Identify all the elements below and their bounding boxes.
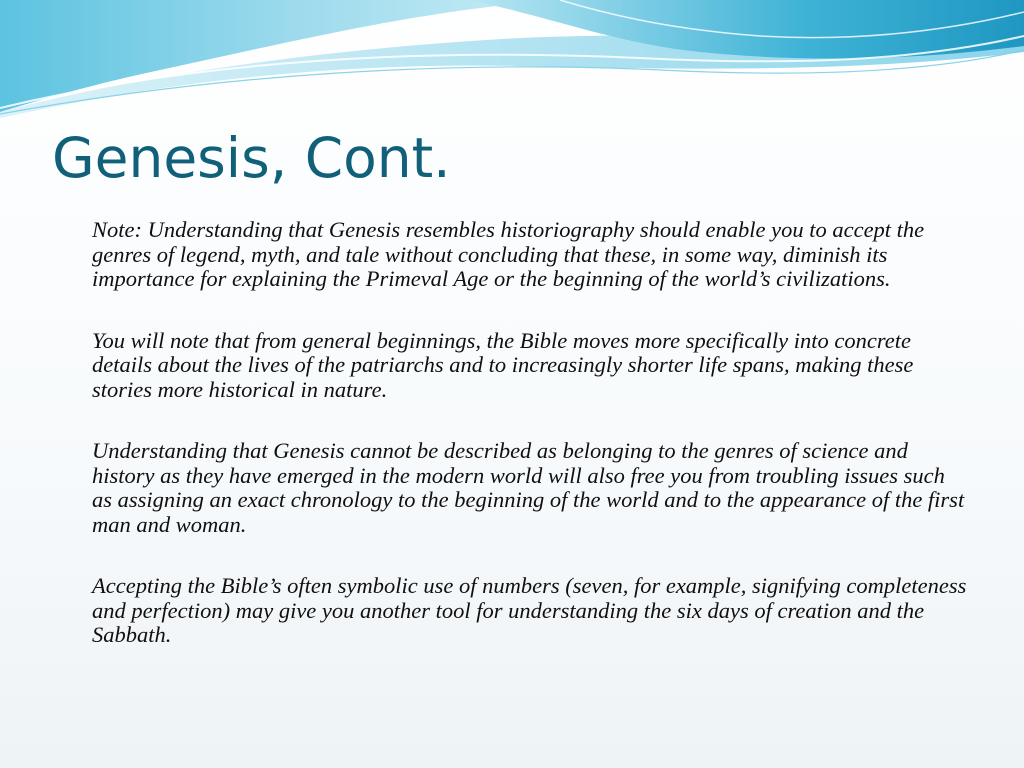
paragraph-note: Note: Understanding that Genesis resembles historiography should enable you to accept the genres of legend, myth, and tale without concluding that these, in some way, diminish its importance for explaining the Primeval Age or the beginning of the world’s civilizations. <box>92 217 925 291</box>
paragraph-general-beginnings: You will note that from general beginnings, the Bible moves more specifically into concrete details about the lives of the patriarchs and to increasingly shorter life spans, making these stories more historical in nature. <box>92 327 914 402</box>
slide-body <box>92 218 968 685</box>
wave-decoration <box>0 0 1024 130</box>
slide-title: Genesis, Cont. <box>52 126 451 190</box>
paragraph-symbolic-numbers: Accepting the Bible’s often symbolic use of numbers (seven, for example, signifying completeness and perfection) may give you another tool for understanding the six days of creation and the Sabbath. <box>92 573 967 647</box>
paragraph-genres-science-history: Understanding that Genesis cannot be described as belonging to the genres of science and history as they have emerged in the modern world will also free you from troubling issues such as assigning an exact chronology to the beginning of the world and to the appearance of the first man and woman. <box>92 438 965 537</box>
